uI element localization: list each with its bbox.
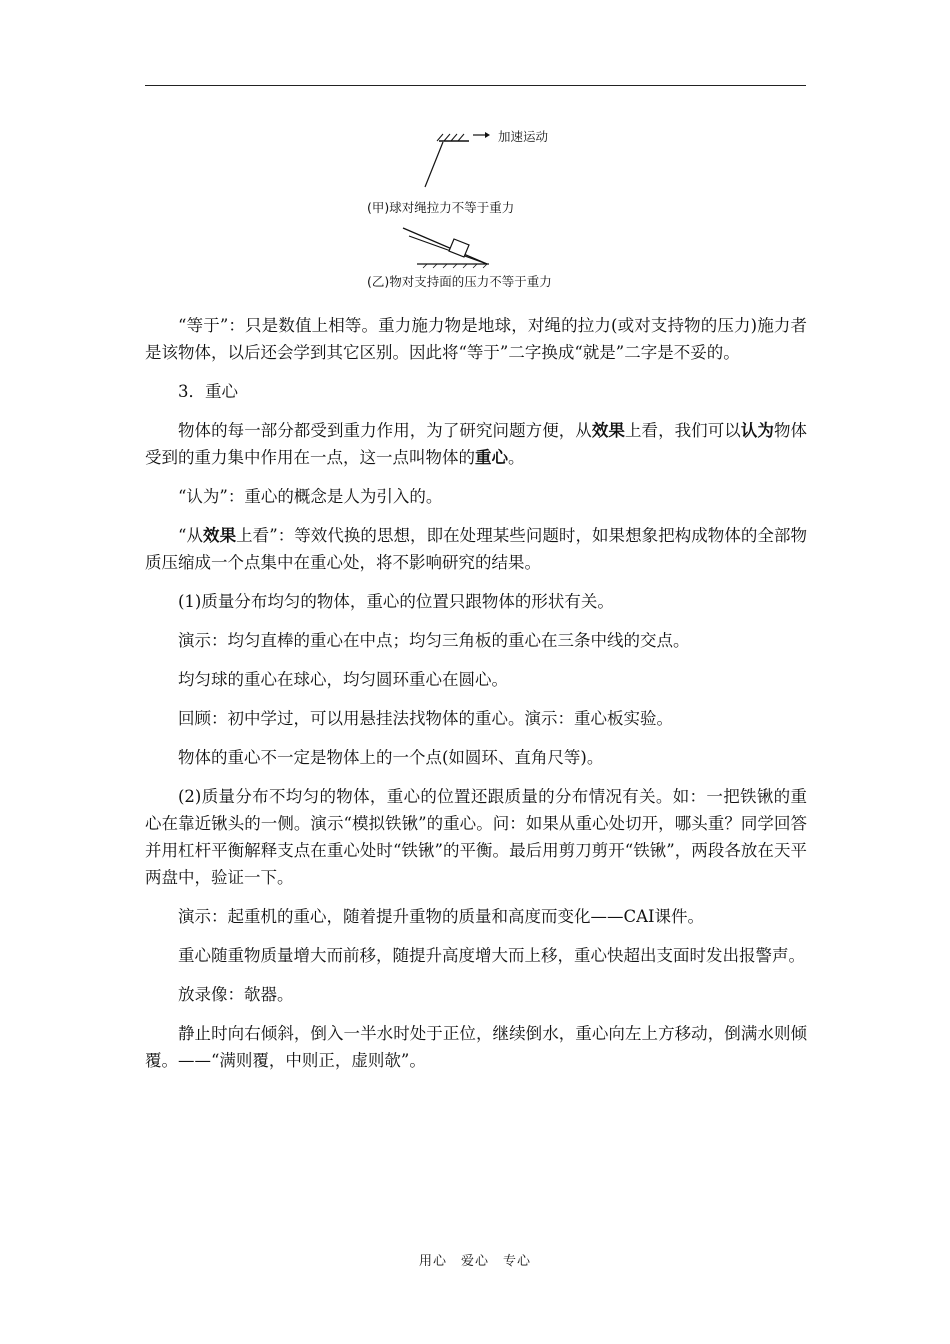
caption-b: (乙)物对支持面的压力不等于重力 (367, 274, 552, 289)
paragraph (145, 588, 807, 615)
text-run: 物体的重心不一定是物体上的一个点(如圆环、直角尺等)。 (178, 748, 604, 767)
arrow-label: 加速运动 (498, 129, 549, 144)
text-run: 放录像：欹器。 (178, 985, 294, 1004)
emphasis-text: 重心 (475, 448, 508, 467)
paragraph (145, 1020, 807, 1074)
paragraph (145, 627, 807, 654)
text-run: 物体的每一部分都受到重力作用，为了研究问题方便，从 (178, 421, 592, 440)
text-run: “认为”：重心的概念是人为引入的。 (178, 487, 443, 506)
paragraph (145, 981, 807, 1008)
text-run: 3．重心 (178, 382, 238, 401)
text-run: 静止时向右倾斜，倒入一半水时处于正位，继续倒水，重心向左上方移动，倒满水则倾覆。——“满则覆，中则正，虚则欹”。 (145, 1024, 807, 1070)
header-rule (145, 85, 806, 86)
paragraph (145, 942, 807, 969)
text-run: 。 (508, 448, 525, 467)
text-run: 均匀球的重心在球心，均匀圆环重心在圆心。 (178, 670, 508, 689)
text-run: “从 (178, 526, 204, 545)
paragraph (145, 666, 807, 693)
text-run: “等于”：只是数值上相等。重力施力物是地球，对绳的拉力(或对支持物的压力)施力者是该物体，以后还会学到其它区别。因此将“等于”二字换成“就是”二字是不妥的。 (145, 316, 807, 362)
paragraph (145, 783, 807, 891)
text-run: 重心随重物质量增大而前移，随提升高度增大而上移，重心快超出支面时发出报警声。 (178, 946, 805, 965)
body-text (145, 312, 807, 1086)
paragraph (145, 483, 807, 510)
text-run: 上看”：等效代换的思想，即在处理某些问题时，如果想象把构成物体的全部物质压缩成一个点集中在重心处，将不影响研究的结果。 (145, 526, 808, 572)
paragraph (145, 522, 807, 576)
emphasis-text: 认为 (740, 421, 774, 440)
paragraph (145, 378, 807, 405)
paragraph (145, 417, 807, 471)
physics-figure (355, 118, 615, 298)
emphasis-text: 效果 (203, 526, 237, 545)
paragraph (145, 312, 807, 366)
text-run: 物体受到的重力集中作用在一点，这一点叫物体的 (145, 421, 808, 467)
paragraph (145, 903, 807, 930)
paragraph (145, 744, 807, 771)
caption-a: (甲)球对绳拉力不等于重力 (367, 200, 515, 215)
emphasis-text: 效果 (591, 421, 625, 440)
text-run: 演示：起重机的重心，随着提升重物的质量和高度而变化——CAI课件。 (178, 907, 705, 926)
paragraph (145, 705, 807, 732)
text-run: (1)质量分布均匀的物体，重心的位置只跟物体的形状有关。 (178, 592, 614, 611)
text-run: 回顾：初中学过，可以用悬挂法找物体的重心。演示：重心板实验。 (178, 709, 673, 728)
footer-text: 用心 爱心 专心 (418, 1254, 531, 1269)
text-run: 演示：均匀直棒的重心在中点；均匀三角板的重心在三条中线的交点。 (178, 631, 690, 650)
text-run: 上看，我们可以 (624, 421, 741, 440)
text-run: (2)质量分布不均匀的物体，重心的位置还跟质量的分布情况有关。如：一把铁锹的重心在靠近锹头的一侧。演示“模拟铁锹”的重心。问：如果从重心处切开，哪头重？同学回答并用杠杆平衡解释支点在重心处时“铁锹”的平衡。最后用剪刀剪开“铁锹”，两段各放在天平两盘中，验证一下。 (145, 787, 807, 887)
